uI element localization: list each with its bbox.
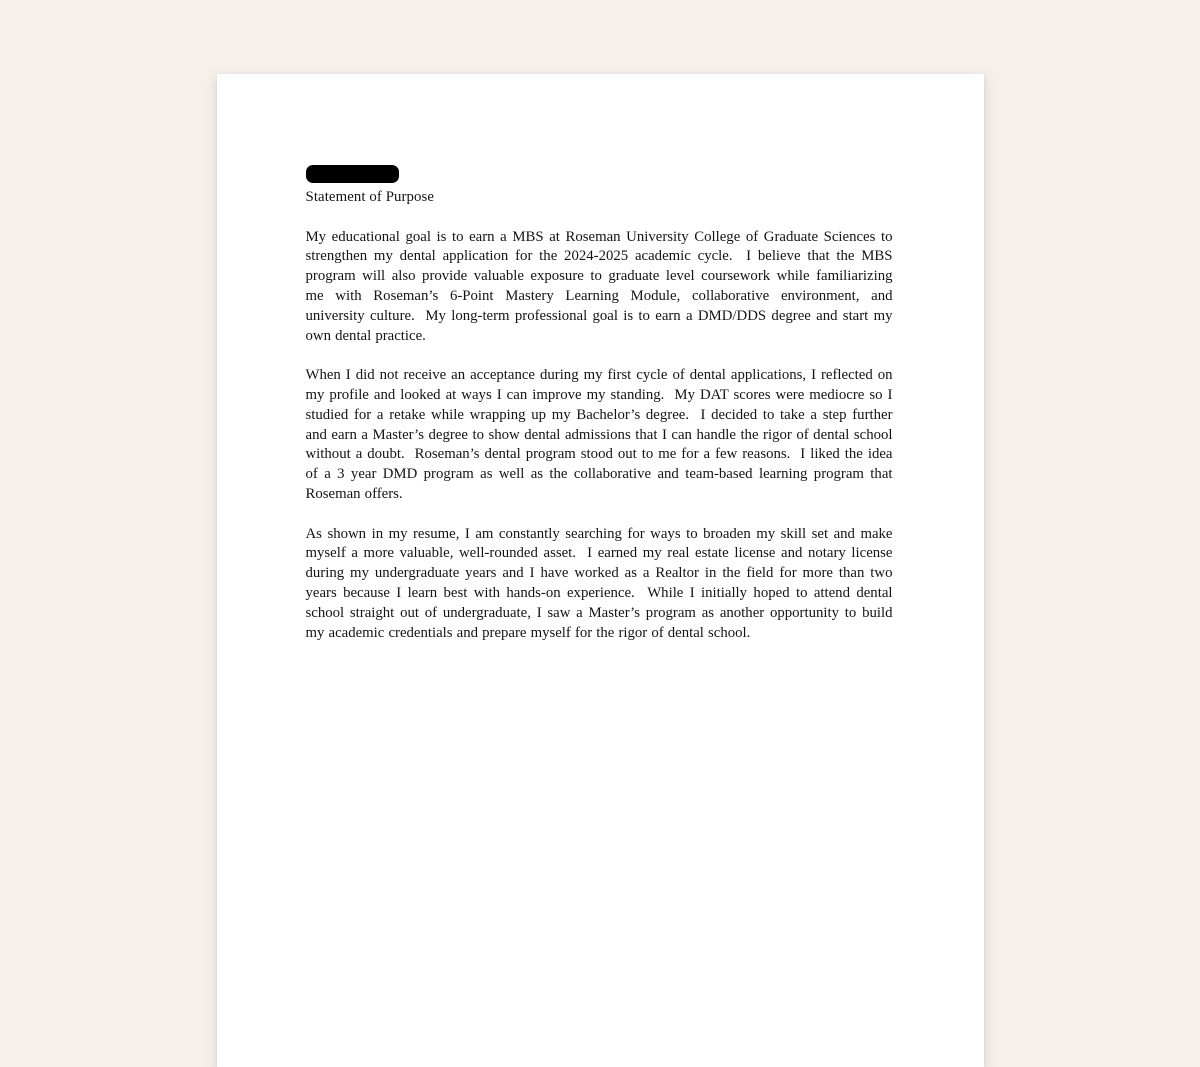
text-line: university culture. My long-term professional goal is to earn a DMD/DDS degree and start my — [305, 307, 893, 324]
paragraph — [306, 228, 893, 347]
text-line: school straight out of undergraduate, I saw a Master’s program as another opportunity to build — [305, 604, 893, 621]
text-line: My educational goal is to earn a MBS at Roseman University College of Graduate Sciences to — [305, 228, 893, 245]
preview-background — [0, 74, 1200, 704]
text-line: my profile and looked at ways I can improve my standing. My DAT scores were mediocre so I — [305, 386, 893, 403]
document-title: Statement of Purpose — [305, 189, 435, 205]
document-page — [217, 74, 984, 1067]
text-line: program will also provide valuable exposure to graduate level coursework while familiarizing — [305, 268, 893, 285]
text-line: As shown in my resume, I am constantly searching for ways to broaden my skill set and make — [305, 525, 893, 542]
text-line: When I did not receive an acceptance during my first cycle of dental applications, I reflected on — [305, 367, 893, 384]
text-line: years because I learn best with hands-on experience. While I initially hoped to attend dental — [305, 584, 893, 601]
text-line: myself a more valuable, well-rounded asset. I earned my real estate license and notary license — [305, 545, 893, 562]
text-line: without a doubt. Roseman’s dental program stood out to me for a few reasons. I liked the idea — [305, 446, 893, 463]
paragraph — [306, 525, 893, 644]
text-line: strengthen my dental application for the 2024-2025 academic cycle. I believe that the MBS — [305, 248, 893, 265]
document-body — [306, 228, 893, 644]
text-line: and earn a Master’s degree to show dental admissions that I can handle the rigor of dental school — [305, 426, 893, 443]
redaction-bar — [306, 165, 399, 183]
text-line: of a 3 year DMD program as well as the collaborative and team-based learning program that — [305, 466, 893, 483]
text-line: during my undergraduate years and I have worked as a Realtor in the field for more than two — [305, 565, 893, 582]
text-line: Roseman offers. — [305, 485, 403, 502]
text-line: studied for a retake while wrapping up my Bachelor’s degree. I decided to take a step further — [305, 406, 893, 423]
text-line: own dental practice. — [305, 327, 426, 344]
paragraph — [306, 366, 893, 505]
text-line: me with Roseman’s 6-Point Mastery Learning Module, collaborative environment, and — [305, 287, 893, 304]
text-line: my academic credentials and prepare myself for the rigor of dental school. — [305, 624, 751, 641]
